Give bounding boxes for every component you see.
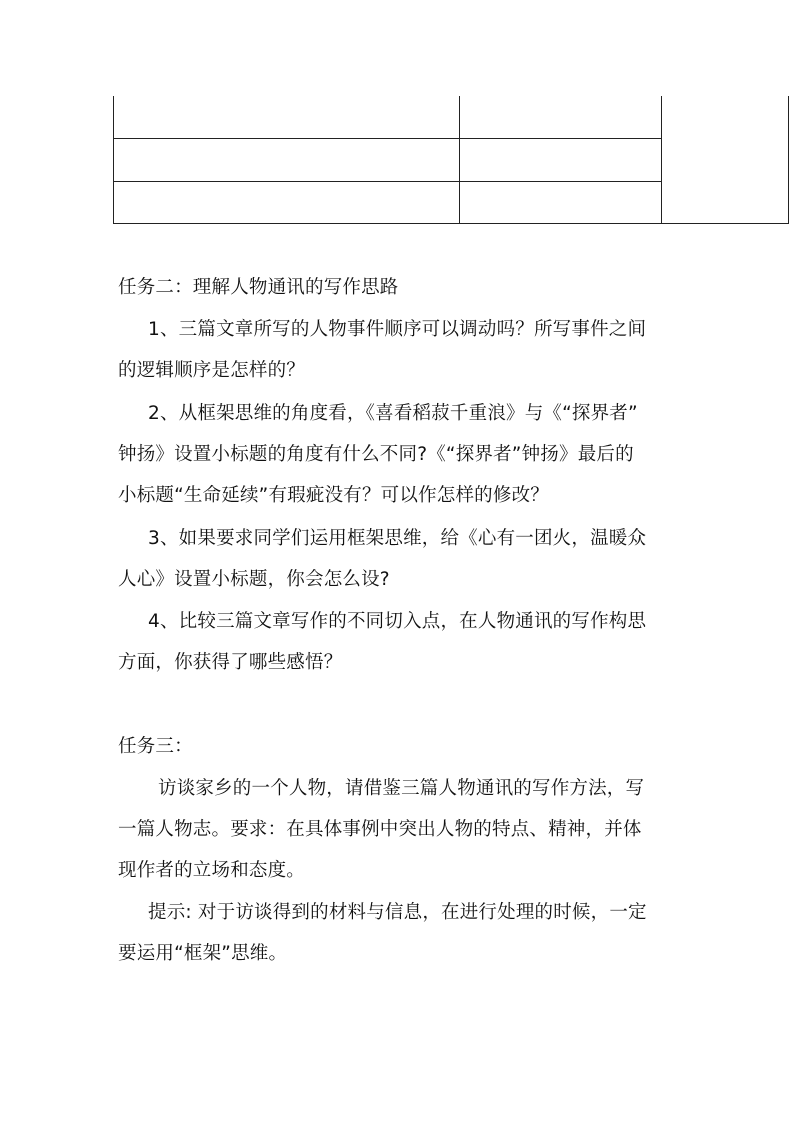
task3-heading: 任务三：	[118, 736, 193, 757]
table-right-border	[788, 96, 789, 224]
task2-question-2-line-1: 2、从框架思维的角度看，《喜看稻菽千重浪》与《“探界者”	[148, 403, 638, 424]
task2-question-2-line-2: 钟扬》设置小标题的角度有什么不同?《“探界者”钟扬》最后的	[118, 444, 634, 465]
table-left-border	[113, 96, 114, 224]
table-bottom-border	[113, 223, 789, 224]
task2-question-1-line-1: 1、三篇文章所写的人物事件顺序可以调动吗？所写事件之间	[148, 319, 647, 340]
table-col-divider-2	[661, 96, 662, 224]
task3-body-line-2: 一篇人物志。要求：在具体事例中突出人物的特点、精神，并体	[118, 819, 642, 840]
table-col-divider-1	[459, 96, 460, 224]
task2-question-4-line-1: 4、比较三篇文章写作的不同切入点，在人物通讯的写作构思	[148, 611, 647, 632]
task3-hint-line-1: 提示: 对于访谈得到的材料与信息，在进行处理的时候，一定	[148, 902, 647, 923]
task2-question-2-line-3: 小标题“生命延续”有瑕疵没有？可以作怎样的修改？	[118, 485, 549, 506]
task3-body-line-1: 访谈家乡的一个人物，请借鉴三篇人物通讯的写作方法，写	[158, 778, 645, 799]
task3-body-line-3: 现作者的立场和态度。	[118, 860, 306, 881]
task2-question-3-line-2: 人心》设置小标题，你会怎么设?	[118, 569, 390, 590]
table-row-line-2	[113, 181, 662, 182]
task2-question-1-line-2: 的逻辑顺序是怎样的？	[118, 360, 306, 381]
task2-question-3-line-1: 3、如果要求同学们运用框架思维，给《心有一团火，温暖众	[148, 528, 647, 549]
task2-heading: 任务二：理解人物通讯的写作思路	[118, 277, 399, 298]
task2-question-4-line-2: 方面，你获得了哪些感悟？	[118, 652, 343, 673]
task3-hint-line-2: 要运用“框架”思维。	[118, 943, 288, 964]
table-row-line-1	[113, 138, 662, 139]
